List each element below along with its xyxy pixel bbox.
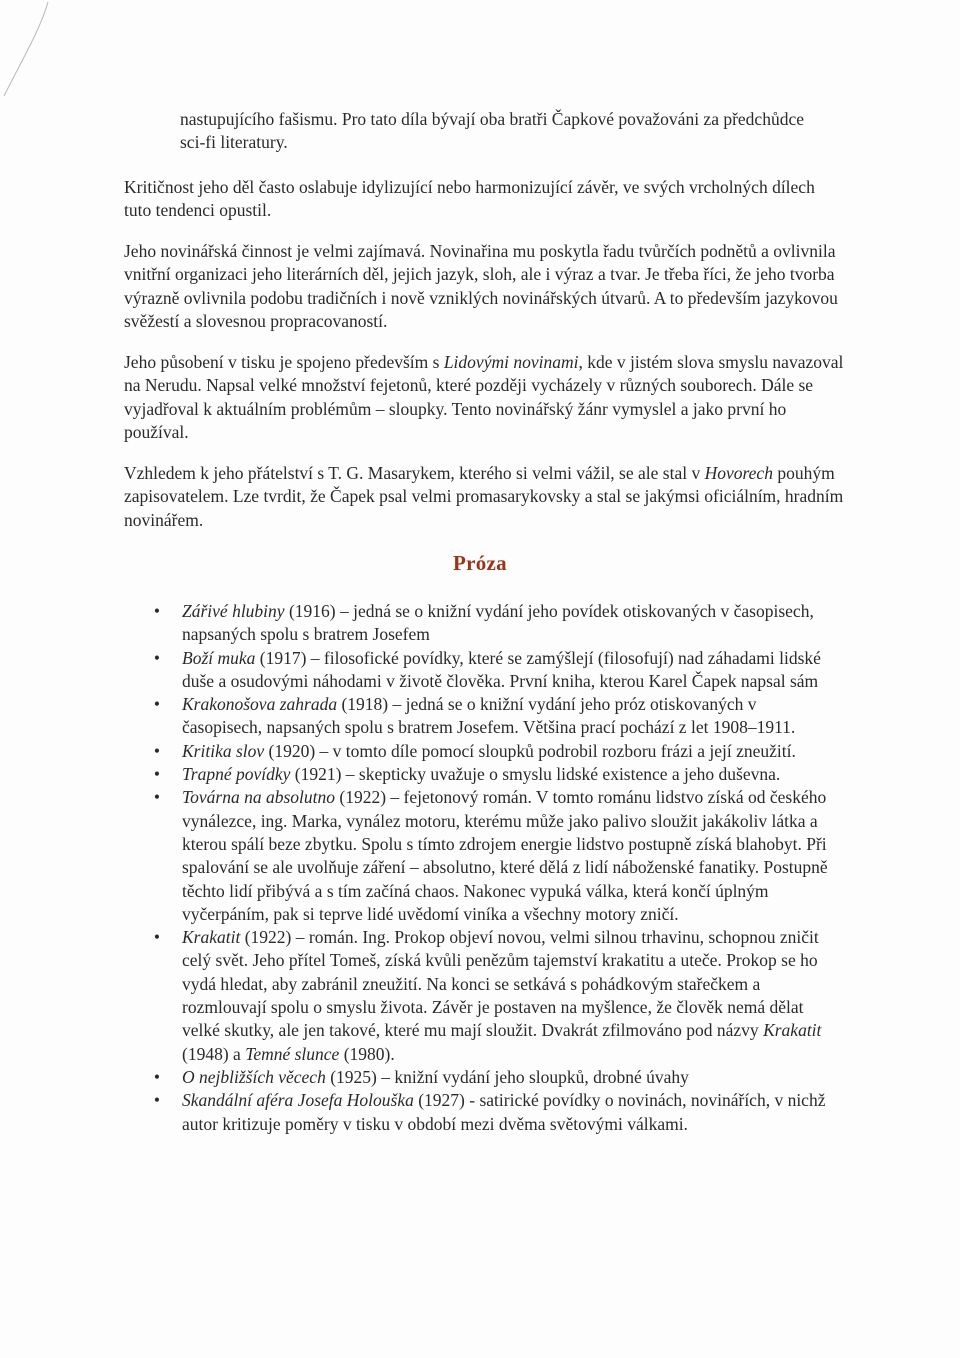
- paragraph-press: [124, 351, 844, 444]
- list-item: [153, 786, 832, 926]
- paragraph-criticality: Kritičnost jeho děl často oslabuje idylizující nebo harmonizující závěr, ve svých vrcholných dílech tuto tendenci opustil.: [124, 177, 815, 221]
- paragraph-journalism: Jeho novinářská činnost je velmi zajímavá. Novinařina mu poskytla řadu tvůrčích podnětů a ovlivnila vnitřní organizaci jeho literárních děl, jejich jazyk, sloh, ale i výraz a tvar. Je třeba říci, že jeho tvorba výrazně ovlivnila podobu tradičních i nově vzniklých novinářských útvarů. A to především jazykovou svěžestí a slovesnou propracovaností.: [124, 241, 838, 331]
- bullet-icon: •: [153, 694, 161, 715]
- work-title-film-1948: Krakatit: [763, 1020, 822, 1041]
- masaryk-text-before: Vzhledem k jeho přátelství s T. G. Masarykem, kterého si velmi vážil, se ale stal v: [124, 463, 705, 483]
- list-item: [153, 763, 832, 786]
- paragraph-fascism: nastupujícího fašismu. Pro tato díla bývají oba bratři Čapkové považováni za předchůdce sci-fi literatury.: [180, 109, 804, 153]
- work-title: Továrna na absolutno: [182, 787, 335, 808]
- work-description: (1917) – filosofické povídky, které se zamýšlejí (filosofují) nad záhadami lidské duše a osudovými náhodami v životě člověka. První kniha, kterou Karel Čapek napsal sám: [182, 647, 821, 691]
- list-item: [153, 1089, 832, 1136]
- work-description-end: (1980).: [339, 1043, 395, 1064]
- work-title: Krakatit: [182, 927, 241, 948]
- work-description-cont: (1948) a: [182, 1043, 246, 1064]
- list-item: [153, 647, 832, 694]
- work-title: Boží muka: [182, 647, 256, 668]
- paragraph-masaryk: [124, 462, 844, 532]
- section-heading-proza: Próza: [453, 551, 507, 575]
- work-title: Kritika slov: [182, 740, 265, 761]
- work-description: (1920) – v tomto díle pomocí sloupků podrobil rozboru frázi a její zneužití.: [264, 740, 796, 761]
- work-title: Trapné povídky: [182, 764, 291, 785]
- work-description: (1925) – knižní vydání jeho sloupků, drobné úvahy: [325, 1066, 689, 1087]
- list-item: [153, 600, 832, 647]
- work-title: Skandální aféra Josefa Holouška: [182, 1090, 414, 1111]
- list-item: [153, 1066, 832, 1089]
- work-description: (1927) - satirické povídky o novinách, novinářích, v nichž autor kritizuje poměry v tisku v období mezi dvěma světovými válkami.: [182, 1090, 826, 1134]
- press-italic-title: Lidovými novinami: [443, 352, 579, 372]
- work-description: (1916) – jedná se o knižní vydání jeho povídek otiskovaných v časopisech, napsaných spolu s bratrem Josefem: [182, 601, 814, 645]
- list-item: [153, 693, 832, 740]
- work-title-film-1980: Temné slunce: [245, 1043, 340, 1064]
- bullet-icon: •: [153, 647, 161, 668]
- bullet-icon: •: [153, 764, 161, 785]
- bullet-icon: •: [153, 1090, 161, 1111]
- press-text-before: Jeho působení v tisku je spojeno především s: [124, 352, 444, 372]
- bullet-icon: •: [153, 601, 161, 621]
- work-title: Zářivé hlubiny: [182, 601, 285, 621]
- list-item: [153, 740, 832, 763]
- bullet-icon: •: [153, 740, 161, 761]
- works-list: [0, 600, 960, 1136]
- masaryk-text-after: pouhým zapisovatelem. Lze tvrdit, že Čapek psal velmi promasarykovsky a stal se jakýmsi oficiálním, hradním novinářem.: [124, 463, 844, 530]
- work-description: (1922) – fejetonový román. V tomto románu lidstvo získá od českého vynálezce, ing. Marka, vynález motoru, kterému může jako palivo sloužit jakákoliv látka a kterou spálí beze zbytku. Spolu s tímto zdrojem energie lidstvo postupně získá blahobyt. Při spalování se ale uvolňuje záření – absolutno, které dělá z lidí náboženské fanatiky. Postupně těchto lidí přibývá a s tím začíná chaos. Nakonec vypuká válka, která končí úplným vyčerpáním, pak si teprve lidé uvědomí viníka a všechny motory zničí.: [182, 787, 828, 924]
- work-title: O nejbližších věcech: [182, 1066, 326, 1087]
- list-item: [153, 926, 832, 1066]
- masaryk-italic-title: Hovorech: [704, 463, 773, 483]
- press-text-after: , kde v jistém slova smyslu navazoval na Nerudu. Napsal velké množství fejetonů, které později vycházely v různých souborech. Dále se vyjadřoval k aktuálním problémům – sloupky. Tento novinářský žánr vymyslel a jako první ho používal.: [124, 352, 844, 442]
- bullet-icon: •: [153, 927, 161, 948]
- work-description: (1922) – román. Ing. Prokop objeví novou, velmi silnou trhavinu, schopnou zničit celý svět. Jeho přítel Tomeš, získá kvůli penězům tajemství krakatitu a uteče. Prokop se ho vydá hledat, aby zabránil zneužití. Na konci se setkává s pohádkovým stařečkem a rozmlouvají spolu o smyslu života. Závěr je postaven na myšlence, že člověk nemá dělat velké skutky, ale jen takové, které mu mají sloužit. Dvakrát zfilmováno pod názvy: [182, 927, 819, 1041]
- bullet-icon: •: [153, 1066, 161, 1087]
- bullet-icon: •: [153, 787, 161, 808]
- work-description: (1918) – jedná se o knižní vydání jeho próz otiskovaných v časopisech, napsaných spolu s bratrem Josefem. Většina prací pochází z let 1908–1911.: [182, 694, 796, 738]
- pen-stroke-mark: [0, 0, 60, 100]
- work-title: Krakonošova zahrada: [182, 694, 338, 715]
- work-description: (1921) – skepticky uvažuje o smyslu lidské existence a jeho duševna.: [290, 764, 781, 785]
